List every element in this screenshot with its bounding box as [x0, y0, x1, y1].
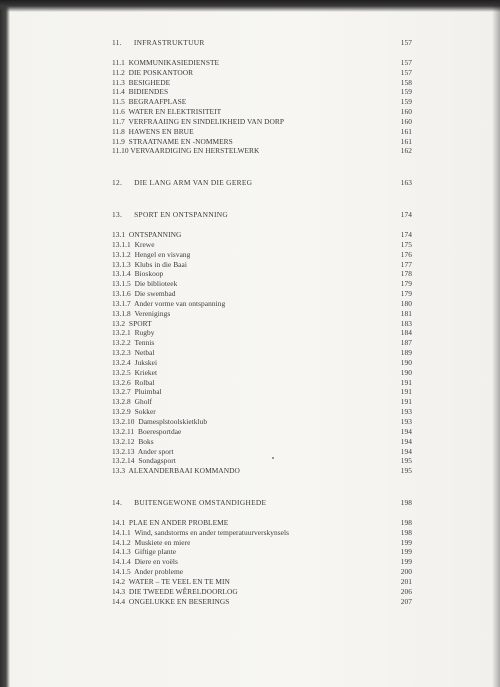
toc-entry-label: 14.1.1 Wind, sandstorms en ander temperatuurverskynsels	[112, 527, 290, 537]
toc-chapter-heading	[112, 210, 412, 220]
toc-entry	[112, 547, 412, 557]
toc-entry-label: 13.2.7 Pluimbal	[112, 387, 162, 397]
toc-entry-label: 14.1 PLAE EN ANDER PROBLEME	[112, 517, 229, 527]
toc-entry-label: 13.2.14 Sondagsport	[112, 456, 176, 466]
toc-entry-label: 13.1.6 Die swembad	[112, 289, 176, 299]
toc-entry-label: 11.5 BEGRAAFPLASE	[112, 97, 187, 107]
toc-entry	[112, 230, 412, 240]
toc-entry-label: 11.7 VERFRAAIING EN SINDELIKHEID VAN DORP	[112, 116, 285, 126]
toc-entry	[112, 427, 412, 437]
toc-entry	[112, 328, 412, 338]
toc-entry	[112, 299, 412, 309]
toc-entry-label: 13.2.13 Ander sport	[112, 446, 174, 456]
toc-entry	[112, 378, 412, 388]
toc-entry-page-number: 198	[400, 517, 412, 527]
toc-entry-label: 11.10 VERVAARDIGING EN HERSTELWERK	[112, 146, 260, 156]
toc-entry-label: 13.1.7 Ander vorme van ontspanning	[112, 298, 226, 308]
toc-entry-page-number: 157	[400, 67, 412, 77]
toc-entry	[112, 127, 412, 137]
toc-entry-label: 14.1.2 Muskiete en miere	[112, 537, 191, 547]
toc-section	[112, 38, 412, 156]
toc-entry	[112, 358, 412, 368]
toc-entry-page-number: 194	[400, 426, 412, 436]
toc-entry-page-number: 193	[400, 407, 412, 417]
chapter-page-number: 157	[400, 38, 412, 47]
toc-entry	[112, 279, 412, 289]
toc-entry	[112, 456, 412, 466]
chapter-page-number: 198	[400, 498, 412, 508]
toc-entry-page-number: 176	[400, 249, 412, 259]
toc-section	[112, 178, 412, 188]
toc-entry	[112, 348, 412, 358]
toc-entry-page-number: 160	[400, 116, 412, 126]
toc-entry-label: 13.1.5 Die biblioteek	[112, 279, 178, 289]
toc-entry-label: 13.3 ALEXANDERBAAI KOMMANDO	[112, 466, 240, 476]
toc-entry-label: 11.1 KOMMUNIKASIEDIENSTE	[112, 57, 220, 67]
toc-entry-label: 13.2.2 Tennis	[112, 338, 155, 348]
toc-entry-label: 13.1 ONTSPANNING	[112, 229, 182, 239]
toc-entry-page-number: 177	[400, 259, 412, 269]
toc-entry-label: 13.1.1 Krewe	[112, 239, 155, 249]
toc-entry	[112, 309, 412, 319]
toc-entry-page-number: 199	[400, 547, 412, 557]
toc-entry-label: 13.1.8 Verenigings	[112, 308, 171, 318]
toc-chapter-heading	[112, 178, 412, 188]
toc-entry-page-number: 158	[400, 77, 412, 87]
toc-entry-page-number: 198	[400, 527, 412, 537]
ink-speck	[272, 457, 274, 459]
toc-entry-page-number: 179	[400, 289, 412, 299]
toc-entry-page-number: 181	[400, 308, 412, 318]
toc-entry-label: 13.1.3 Klubs in die Baai	[112, 259, 187, 269]
toc-entry-page-number: 162	[400, 146, 412, 156]
toc-entry	[112, 289, 412, 299]
toc-entry-label: 13.1.2 Hengel en visvang	[112, 249, 191, 259]
toc-entry-page-number: 193	[400, 417, 412, 426]
toc-entry	[112, 338, 412, 348]
toc-entry	[112, 319, 412, 329]
chapter-title: DIE LANG ARM VAN DIE GEREG	[134, 178, 253, 188]
scan-right-shadow	[492, 0, 500, 687]
toc-chapter-heading	[112, 498, 412, 508]
toc-entry-page-number: 161	[400, 126, 412, 136]
chapter-page-number: 163	[400, 178, 412, 188]
toc-entry-label: 14.3 DIE TWEEDE WÊRELDOORLOG	[112, 586, 238, 596]
chapter-number: 12.	[112, 178, 123, 188]
toc-entry	[112, 137, 412, 147]
toc-entry-page-number: 187	[400, 338, 412, 348]
chapter-title: BUITENGEWONE OMSTANDIGHEDE	[134, 498, 267, 508]
toc-entry-label: 11.6 WATER EN ELEKTRISITEIT	[112, 107, 222, 117]
toc-entry-label: 13.2.11 Boeresportdae	[112, 426, 182, 436]
toc-entry	[112, 107, 412, 117]
toc-entry-page-number: 191	[400, 387, 412, 397]
toc-entry	[112, 466, 412, 476]
toc-entry	[112, 117, 412, 127]
chapter-page-number: 174	[400, 210, 412, 220]
toc-entry-label: 13.2.3 Netbal	[112, 348, 155, 358]
toc-entry-page-number: 180	[400, 298, 412, 308]
toc-entry	[112, 68, 412, 78]
toc-entry	[112, 78, 412, 88]
toc-entry-page-number: 175	[400, 239, 412, 249]
toc-entry-page-number: 174	[400, 229, 412, 239]
toc-entry-page-number: 161	[400, 136, 412, 146]
toc-entry-page-number: 207	[400, 596, 412, 606]
toc-entry-page-number: 200	[400, 567, 412, 577]
toc-entry-page-number: 159	[400, 97, 412, 107]
toc-entry-page-number: 178	[400, 269, 412, 279]
toc-entry	[112, 587, 412, 597]
toc-entry-page-number: 191	[400, 377, 412, 387]
toc-entry-label: 11.8 HAWENS EN BRUE	[112, 126, 194, 136]
toc-entry-page-number: 159	[400, 87, 412, 97]
chapter-title: INFRASTRUKTUUR	[133, 38, 205, 47]
toc-entry	[112, 368, 412, 378]
toc-section	[112, 210, 412, 476]
toc-entry	[112, 417, 412, 427]
toc-entry-page-number: 199	[400, 557, 412, 567]
toc-entry-page-number: 191	[400, 397, 412, 407]
toc-entry	[112, 87, 412, 97]
toc-entry-page-number: 199	[400, 537, 412, 547]
toc-entry-label: 11.2 DIE POSKANTOOR	[112, 67, 194, 77]
toc-entry-label: 13.2.4 Jukskei	[112, 357, 158, 367]
toc-entry-label: 14.2 WATER – TE VEEL EN TE MIN	[112, 576, 230, 586]
toc-entry-page-number: 157	[400, 57, 412, 67]
toc-entry-label: 13.2.10 Damesplstoolskietklub	[112, 417, 208, 426]
toc-entry-page-number: 195	[400, 456, 412, 466]
toc-entry-page-number: 190	[400, 357, 412, 367]
toc-entry	[112, 528, 412, 538]
toc-entry-label: 11.3 BESIGHEDE	[112, 77, 171, 87]
toc-entry-label: 13.2.5 Krieket	[112, 367, 158, 377]
toc-entry-page-number: 179	[400, 279, 412, 289]
toc-section	[112, 498, 412, 606]
toc-entry-label: 13.2.8 Gholf	[112, 397, 153, 407]
toc-entry-label: 11.4 BIDIENDES	[112, 87, 169, 97]
toc-entry-page-number: 194	[400, 446, 412, 456]
toc-entry	[112, 447, 412, 457]
toc-entry	[112, 250, 412, 260]
toc-entry-page-number: 206	[400, 586, 412, 596]
toc-entry	[112, 397, 412, 407]
toc-entry-label: 13.2.12 Boks	[112, 436, 154, 446]
toc-entry	[112, 407, 412, 417]
toc-chapter-heading	[112, 38, 412, 48]
toc-entry-page-number: 183	[400, 318, 412, 328]
toc-entry	[112, 269, 412, 279]
toc-entry	[112, 567, 412, 577]
toc-entry-page-number: 189	[400, 348, 412, 358]
toc-entry	[112, 97, 412, 107]
toc-entry-page-number: 184	[400, 328, 412, 338]
toc-entry-label: 13.1.4 Bioskoop	[112, 269, 164, 279]
chapter-title: SPORT EN ONTSPANNING	[134, 210, 228, 220]
table-of-contents	[112, 38, 412, 607]
toc-entry-label: 14.1.3 Giftige plante	[112, 547, 177, 557]
toc-entry	[112, 437, 412, 447]
toc-entry	[112, 557, 412, 567]
chapter-number: 14.	[112, 498, 123, 508]
toc-entry-label: 13.2.1 Rugby	[112, 328, 155, 338]
toc-entry	[112, 597, 412, 607]
toc-entry-page-number: 190	[400, 367, 412, 377]
toc-entry-label: 13.2.9 Sokker	[112, 407, 156, 417]
toc-entry-page-number: 160	[400, 107, 412, 117]
toc-entry-label: 13.2.6 Rolbal	[112, 377, 155, 387]
toc-entry-label: 14.1.5 Ander probleme	[112, 567, 184, 577]
toc-entry-label: 11.9 STRAATNAME EN -NOMMERS	[112, 136, 233, 146]
toc-entry	[112, 240, 412, 250]
chapter-number: 13.	[112, 210, 123, 220]
toc-entry-page-number: 195	[400, 466, 412, 476]
toc-entry	[112, 518, 412, 528]
scan-top-shadow	[0, 0, 500, 12]
toc-entry	[112, 387, 412, 397]
toc-entry	[112, 260, 412, 270]
toc-entry	[112, 538, 412, 548]
chapter-number: 11.	[112, 38, 122, 47]
toc-entry-page-number: 194	[400, 436, 412, 446]
toc-entry	[112, 58, 412, 68]
toc-entry	[112, 577, 412, 587]
toc-entry-label: 14.4 ONGELUKKE EN BESERINGS	[112, 596, 230, 606]
toc-entry-label: 14.1.4 Diere en voëls	[112, 557, 178, 567]
toc-entry-label: 13.2 SPORT	[112, 318, 152, 328]
toc-entry-page-number: 201	[400, 576, 412, 586]
toc-entry	[112, 146, 412, 156]
